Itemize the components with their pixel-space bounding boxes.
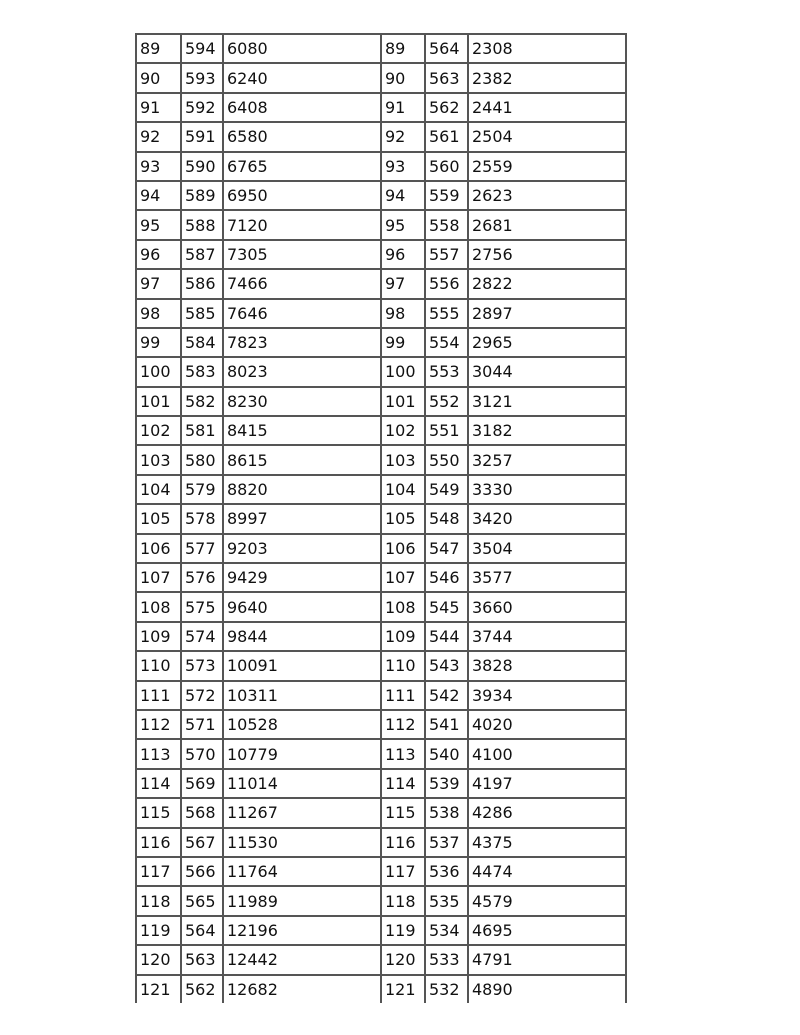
table-row	[136, 857, 626, 886]
table-row	[136, 269, 626, 298]
score-cell: 573	[181, 651, 223, 680]
count-cell: 2504	[468, 122, 626, 151]
score-cell: 594	[181, 34, 223, 63]
count-cell: 11530	[223, 828, 381, 857]
score-cell: 560	[425, 152, 468, 181]
rank-cell: 101	[381, 387, 425, 416]
rank-cell: 118	[136, 886, 181, 915]
rank-cell: 91	[381, 93, 425, 122]
score-cell: 564	[425, 34, 468, 63]
score-table-body	[136, 34, 626, 1003]
score-cell: 584	[181, 328, 223, 357]
score-cell: 583	[181, 357, 223, 386]
count-cell: 8820	[223, 475, 381, 504]
rank-cell: 108	[136, 592, 181, 621]
rank-cell: 111	[136, 681, 181, 710]
table-row	[136, 240, 626, 269]
rank-cell: 109	[381, 622, 425, 651]
score-cell: 586	[181, 269, 223, 298]
rank-cell: 113	[136, 739, 181, 768]
table-row	[136, 34, 626, 63]
rank-cell: 94	[381, 181, 425, 210]
count-cell: 7305	[223, 240, 381, 269]
score-cell: 555	[425, 299, 468, 328]
score-cell: 562	[425, 93, 468, 122]
rank-cell: 118	[381, 886, 425, 915]
score-cell: 590	[181, 152, 223, 181]
rank-cell: 98	[381, 299, 425, 328]
score-cell: 567	[181, 828, 223, 857]
rank-cell: 97	[136, 269, 181, 298]
table-row	[136, 769, 626, 798]
table-row	[136, 886, 626, 915]
count-cell: 2382	[468, 63, 626, 92]
score-cell: 577	[181, 534, 223, 563]
rank-cell: 106	[136, 534, 181, 563]
count-cell: 6080	[223, 34, 381, 63]
rank-cell: 91	[136, 93, 181, 122]
table-row	[136, 916, 626, 945]
score-cell: 585	[181, 299, 223, 328]
table-row	[136, 357, 626, 386]
score-cell: 593	[181, 63, 223, 92]
count-cell: 3420	[468, 504, 626, 533]
rank-cell: 90	[381, 63, 425, 92]
rank-cell: 117	[136, 857, 181, 886]
table-row	[136, 798, 626, 827]
rank-cell: 105	[381, 504, 425, 533]
rank-cell: 93	[381, 152, 425, 181]
rank-cell: 121	[381, 975, 425, 1003]
count-cell: 2623	[468, 181, 626, 210]
score-cell: 548	[425, 504, 468, 533]
rank-cell: 89	[136, 34, 181, 63]
count-cell: 2681	[468, 210, 626, 239]
count-cell: 2965	[468, 328, 626, 357]
rank-cell: 110	[381, 651, 425, 680]
rank-cell: 109	[136, 622, 181, 651]
score-cell: 532	[425, 975, 468, 1003]
count-cell: 6240	[223, 63, 381, 92]
count-cell: 3121	[468, 387, 626, 416]
score-cell: 545	[425, 592, 468, 621]
table-row	[136, 592, 626, 621]
rank-cell: 114	[381, 769, 425, 798]
table-row	[136, 328, 626, 357]
rank-cell: 120	[136, 945, 181, 974]
rank-cell: 100	[381, 357, 425, 386]
score-cell: 559	[425, 181, 468, 210]
score-cell: 587	[181, 240, 223, 269]
table-row	[136, 122, 626, 151]
count-cell: 3744	[468, 622, 626, 651]
count-cell: 6765	[223, 152, 381, 181]
score-cell: 533	[425, 945, 468, 974]
score-cell: 575	[181, 592, 223, 621]
count-cell: 3257	[468, 445, 626, 474]
rank-cell: 105	[136, 504, 181, 533]
score-cell: 574	[181, 622, 223, 651]
count-cell: 3660	[468, 592, 626, 621]
score-cell: 589	[181, 181, 223, 210]
count-cell: 10091	[223, 651, 381, 680]
count-cell: 4286	[468, 798, 626, 827]
score-cell: 544	[425, 622, 468, 651]
count-cell: 2756	[468, 240, 626, 269]
count-cell: 3044	[468, 357, 626, 386]
rank-cell: 111	[381, 681, 425, 710]
table-row	[136, 445, 626, 474]
count-cell: 9844	[223, 622, 381, 651]
rank-cell: 120	[381, 945, 425, 974]
rank-cell: 119	[136, 916, 181, 945]
rank-cell: 103	[381, 445, 425, 474]
count-cell: 7466	[223, 269, 381, 298]
count-cell: 2822	[468, 269, 626, 298]
rank-cell: 107	[381, 563, 425, 592]
count-cell: 3577	[468, 563, 626, 592]
count-cell: 4197	[468, 769, 626, 798]
table-row	[136, 416, 626, 445]
count-cell: 3182	[468, 416, 626, 445]
score-cell: 546	[425, 563, 468, 592]
score-cell: 536	[425, 857, 468, 886]
count-cell: 11764	[223, 857, 381, 886]
rank-cell: 104	[136, 475, 181, 504]
score-cell: 570	[181, 739, 223, 768]
count-cell: 8615	[223, 445, 381, 474]
rank-cell: 113	[381, 739, 425, 768]
table-row	[136, 828, 626, 857]
rank-cell: 119	[381, 916, 425, 945]
table-row	[136, 475, 626, 504]
count-cell: 9203	[223, 534, 381, 563]
count-cell: 8997	[223, 504, 381, 533]
count-cell: 4695	[468, 916, 626, 945]
score-cell: 592	[181, 93, 223, 122]
count-cell: 4791	[468, 945, 626, 974]
count-cell: 8023	[223, 357, 381, 386]
score-cell: 568	[181, 798, 223, 827]
table-row	[136, 152, 626, 181]
table-row	[136, 945, 626, 974]
rank-cell: 104	[381, 475, 425, 504]
score-cell: 561	[425, 122, 468, 151]
rank-cell: 93	[136, 152, 181, 181]
rank-cell: 90	[136, 63, 181, 92]
count-cell: 3828	[468, 651, 626, 680]
rank-cell: 110	[136, 651, 181, 680]
rank-cell: 95	[136, 210, 181, 239]
rank-cell: 121	[136, 975, 181, 1003]
count-cell: 3504	[468, 534, 626, 563]
count-cell: 11989	[223, 886, 381, 915]
rank-cell: 117	[381, 857, 425, 886]
score-cell: 579	[181, 475, 223, 504]
count-cell: 12196	[223, 916, 381, 945]
score-cell: 578	[181, 504, 223, 533]
count-cell: 4020	[468, 710, 626, 739]
rank-cell: 97	[381, 269, 425, 298]
rank-cell: 96	[136, 240, 181, 269]
count-cell: 6580	[223, 122, 381, 151]
rank-cell: 98	[136, 299, 181, 328]
table-row	[136, 622, 626, 651]
score-cell: 556	[425, 269, 468, 298]
count-cell: 4100	[468, 739, 626, 768]
rank-cell: 116	[381, 828, 425, 857]
count-cell: 10779	[223, 739, 381, 768]
score-cell: 582	[181, 387, 223, 416]
score-cell: 563	[425, 63, 468, 92]
count-cell: 4474	[468, 857, 626, 886]
rank-cell: 99	[136, 328, 181, 357]
score-cell: 564	[181, 916, 223, 945]
score-cell: 580	[181, 445, 223, 474]
rank-cell: 96	[381, 240, 425, 269]
score-cell: 572	[181, 681, 223, 710]
table-row	[136, 681, 626, 710]
score-cell: 553	[425, 357, 468, 386]
rank-cell: 112	[136, 710, 181, 739]
count-cell: 8415	[223, 416, 381, 445]
score-cell: 538	[425, 798, 468, 827]
rank-cell: 94	[136, 181, 181, 210]
count-cell: 2559	[468, 152, 626, 181]
score-cell: 563	[181, 945, 223, 974]
rank-cell: 99	[381, 328, 425, 357]
count-cell: 4375	[468, 828, 626, 857]
score-table	[135, 33, 627, 1003]
rank-cell: 102	[136, 416, 181, 445]
rank-cell: 108	[381, 592, 425, 621]
count-cell: 12682	[223, 975, 381, 1003]
table-row	[136, 210, 626, 239]
score-cell: 540	[425, 739, 468, 768]
table-row	[136, 651, 626, 680]
score-cell: 542	[425, 681, 468, 710]
table-row	[136, 739, 626, 768]
score-cell: 571	[181, 710, 223, 739]
score-cell: 588	[181, 210, 223, 239]
table-row	[136, 63, 626, 92]
rank-cell: 95	[381, 210, 425, 239]
count-cell: 11014	[223, 769, 381, 798]
count-cell: 4579	[468, 886, 626, 915]
count-cell: 2897	[468, 299, 626, 328]
rank-cell: 115	[136, 798, 181, 827]
table-row	[136, 387, 626, 416]
count-cell: 12442	[223, 945, 381, 974]
score-cell: 541	[425, 710, 468, 739]
score-cell: 562	[181, 975, 223, 1003]
table-row	[136, 975, 626, 1003]
count-cell: 3330	[468, 475, 626, 504]
count-cell: 9429	[223, 563, 381, 592]
rank-cell: 102	[381, 416, 425, 445]
score-cell: 534	[425, 916, 468, 945]
count-cell: 7823	[223, 328, 381, 357]
score-cell: 551	[425, 416, 468, 445]
table-row	[136, 504, 626, 533]
rank-cell: 112	[381, 710, 425, 739]
score-cell: 576	[181, 563, 223, 592]
table-row	[136, 710, 626, 739]
rank-cell: 114	[136, 769, 181, 798]
count-cell: 10311	[223, 681, 381, 710]
score-cell: 558	[425, 210, 468, 239]
count-cell: 10528	[223, 710, 381, 739]
rank-cell: 101	[136, 387, 181, 416]
table-row	[136, 534, 626, 563]
count-cell: 2441	[468, 93, 626, 122]
score-cell: 565	[181, 886, 223, 915]
count-cell: 9640	[223, 592, 381, 621]
rank-cell: 103	[136, 445, 181, 474]
count-cell: 8230	[223, 387, 381, 416]
score-cell: 552	[425, 387, 468, 416]
score-cell: 554	[425, 328, 468, 357]
rank-cell: 92	[381, 122, 425, 151]
table-row	[136, 93, 626, 122]
rank-cell: 115	[381, 798, 425, 827]
rank-cell: 100	[136, 357, 181, 386]
count-cell: 3934	[468, 681, 626, 710]
score-cell: 569	[181, 769, 223, 798]
score-cell: 550	[425, 445, 468, 474]
score-cell: 549	[425, 475, 468, 504]
score-cell: 547	[425, 534, 468, 563]
score-cell: 557	[425, 240, 468, 269]
score-cell: 539	[425, 769, 468, 798]
count-cell: 4890	[468, 975, 626, 1003]
count-cell: 11267	[223, 798, 381, 827]
score-cell: 543	[425, 651, 468, 680]
count-cell: 6950	[223, 181, 381, 210]
table-row	[136, 181, 626, 210]
rank-cell: 107	[136, 563, 181, 592]
count-cell: 2308	[468, 34, 626, 63]
score-cell: 535	[425, 886, 468, 915]
rank-cell: 106	[381, 534, 425, 563]
table-row	[136, 563, 626, 592]
score-cell: 581	[181, 416, 223, 445]
rank-cell: 116	[136, 828, 181, 857]
score-cell: 591	[181, 122, 223, 151]
count-cell: 6408	[223, 93, 381, 122]
table-row	[136, 299, 626, 328]
score-cell: 566	[181, 857, 223, 886]
score-cell: 537	[425, 828, 468, 857]
rank-cell: 92	[136, 122, 181, 151]
rank-cell: 89	[381, 34, 425, 63]
count-cell: 7646	[223, 299, 381, 328]
count-cell: 7120	[223, 210, 381, 239]
